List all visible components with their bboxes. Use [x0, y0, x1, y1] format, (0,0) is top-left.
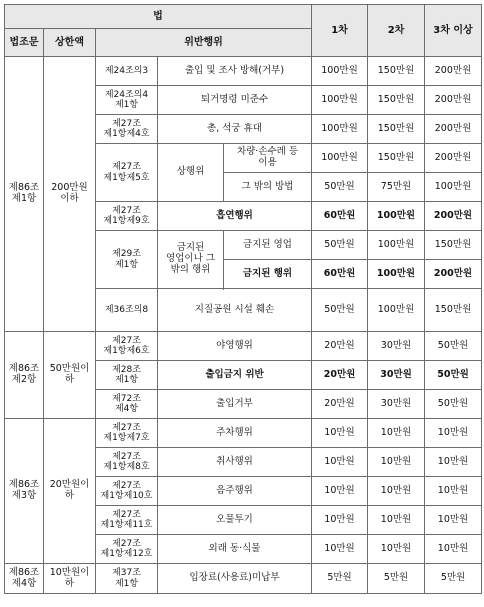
fine-second: 100만원 [368, 202, 425, 231]
fine-second: 150만원 [368, 144, 425, 173]
fine-first: 20만원 [312, 361, 368, 390]
violation-cell: 오물투기 [158, 506, 312, 535]
fine-first: 5만원 [312, 564, 368, 594]
header-second: 2차 [368, 5, 425, 57]
violation-cell: 흡연행위 [158, 202, 312, 231]
fine-second: 30만원 [368, 390, 425, 419]
fine-third: 50만원 [425, 332, 482, 361]
fine-third: 150만원 [425, 231, 482, 260]
header-third: 3차 이상 [425, 5, 482, 57]
fine-third: 10만원 [425, 535, 482, 564]
violation-cell: 그 밖의 방법 [224, 173, 312, 202]
law-cell: 제27조 제1항제7호 [96, 419, 158, 448]
fine-second: 30만원 [368, 332, 425, 361]
table-row [5, 332, 482, 361]
fine-third: 200만원 [425, 57, 482, 86]
fine-first: 60만원 [312, 202, 368, 231]
page [4, 4, 482, 594]
header-first: 1차 [312, 5, 368, 57]
law-cell: 제24조의4 제1항 [96, 86, 158, 115]
article-cell: 제86조 제3항 [5, 419, 44, 564]
fine-first: 10만원 [312, 477, 368, 506]
fine-first: 50만원 [312, 173, 368, 202]
law-cell: 제27조 제1항제12호 [96, 535, 158, 564]
violation-cell: 금지된 행위 [224, 260, 312, 289]
fine-second: 10만원 [368, 419, 425, 448]
limit-cell: 20만원이 하 [44, 419, 96, 564]
fine-second: 100만원 [368, 289, 425, 332]
limit-cell: 10만원이 하 [44, 564, 96, 594]
violation-cell: 외래 동·식물 [158, 535, 312, 564]
violation-cell: 출입 및 조사 방해(거부) [158, 57, 312, 86]
law-cell: 제36조의8 [96, 289, 158, 332]
header-violation: 위반행위 [96, 29, 312, 57]
limit-cell: 50만원이 하 [44, 332, 96, 419]
fine-third: 200만원 [425, 144, 482, 173]
fine-second: 75만원 [368, 173, 425, 202]
violation-cell: 취사행위 [158, 448, 312, 477]
law-cell: 제27조 제1항제11호 [96, 506, 158, 535]
fine-second: 10만원 [368, 477, 425, 506]
law-cell: 제27조 제1항제5호 [96, 144, 158, 202]
fine-first: 50만원 [312, 289, 368, 332]
fine-third: 10만원 [425, 477, 482, 506]
fine-third: 10만원 [425, 419, 482, 448]
fine-second: 10만원 [368, 448, 425, 477]
law-cell: 제27조 제1항제4호 [96, 115, 158, 144]
fine-first: 100만원 [312, 144, 368, 173]
fine-second: 30만원 [368, 361, 425, 390]
violation-cell: 출입금지 위반 [158, 361, 312, 390]
law-cell: 제24조의3 [96, 57, 158, 86]
law-cell: 제37조 제1항 [96, 564, 158, 594]
law-cell: 제27조 제1항제8호 [96, 448, 158, 477]
fine-third: 10만원 [425, 506, 482, 535]
fine-first: 100만원 [312, 115, 368, 144]
sub-category-cell: 금지된 영업이나 그 밖의 행위 [158, 231, 224, 289]
fine-second: 150만원 [368, 86, 425, 115]
fine-third: 5만원 [425, 564, 482, 594]
fine-first: 60만원 [312, 260, 368, 289]
sub-category-cell: 상행위 [158, 144, 224, 202]
fine-third: 200만원 [425, 115, 482, 144]
fine-first: 20만원 [312, 332, 368, 361]
table-row [5, 564, 482, 594]
law-cell: 제27조 제1항제6호 [96, 332, 158, 361]
header-law: 법 [5, 5, 312, 29]
fine-third: 200만원 [425, 86, 482, 115]
fine-second: 100만원 [368, 231, 425, 260]
header-limit: 상한액 [44, 29, 96, 57]
article-cell: 제86조 제4항 [5, 564, 44, 594]
violation-cell: 야영행위 [158, 332, 312, 361]
fine-second: 10만원 [368, 535, 425, 564]
violation-cell: 총, 석궁 휴대 [158, 115, 312, 144]
fine-second: 5만원 [368, 564, 425, 594]
law-cell: 제27조 제1항제9호 [96, 202, 158, 231]
fine-first: 50만원 [312, 231, 368, 260]
header-row [5, 5, 482, 29]
fine-third: 50만원 [425, 361, 482, 390]
violation-cell: 금지된 영업 [224, 231, 312, 260]
violation-cell: 출입거부 [158, 390, 312, 419]
law-cell: 제27조 제1항제10호 [96, 477, 158, 506]
fine-third: 150만원 [425, 289, 482, 332]
fine-first: 100만원 [312, 86, 368, 115]
fine-third: 200만원 [425, 202, 482, 231]
fine-first: 10만원 [312, 419, 368, 448]
fine-second: 100만원 [368, 260, 425, 289]
fine-third: 100만원 [425, 173, 482, 202]
violation-cell: 차량·손수레 등 이용 [224, 144, 312, 173]
law-cell: 제29조 제1항 [96, 231, 158, 289]
fine-first: 10만원 [312, 448, 368, 477]
violation-cell: 음주행위 [158, 477, 312, 506]
table-row [5, 57, 482, 86]
fine-third: 200만원 [425, 260, 482, 289]
article-cell: 제86조 제1항 [5, 57, 44, 332]
penalty-table [4, 4, 482, 594]
fine-second: 150만원 [368, 115, 425, 144]
violation-cell: 지질공원 시설 훼손 [158, 289, 312, 332]
fine-second: 10만원 [368, 506, 425, 535]
fine-third: 50만원 [425, 390, 482, 419]
fine-first: 10만원 [312, 506, 368, 535]
table-row [5, 419, 482, 448]
violation-cell: 입장료(사용료)미납부 [158, 564, 312, 594]
article-cell: 제86조 제2항 [5, 332, 44, 419]
law-cell: 제28조 제1항 [96, 361, 158, 390]
fine-first: 10만원 [312, 535, 368, 564]
header-article: 법조문 [5, 29, 44, 57]
fine-second: 150만원 [368, 57, 425, 86]
fine-first: 20만원 [312, 390, 368, 419]
limit-cell: 200만원 이하 [44, 57, 96, 332]
fine-first: 100만원 [312, 57, 368, 86]
law-cell: 제72조 제4항 [96, 390, 158, 419]
fine-third: 10만원 [425, 448, 482, 477]
violation-cell: 주차행위 [158, 419, 312, 448]
violation-cell: 퇴거명령 미준수 [158, 86, 312, 115]
